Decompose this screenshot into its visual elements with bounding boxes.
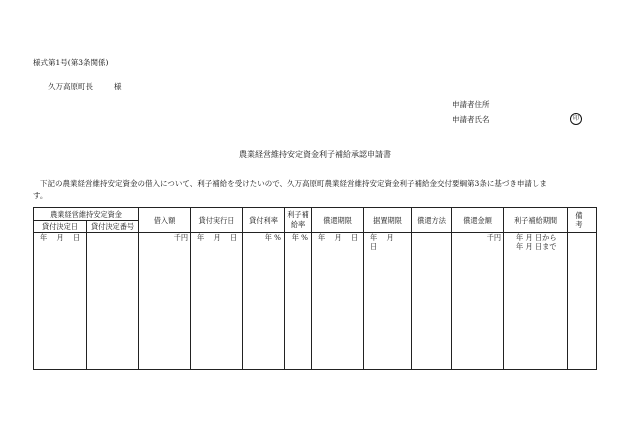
seal-icon: 印: [570, 113, 582, 125]
cell-grace-period: 年 月 日: [364, 233, 412, 370]
cell-amount: 千円: [139, 233, 191, 370]
application-table: [33, 207, 597, 370]
header-repay-method: 償還方法: [412, 208, 452, 233]
applicant-name-label: 申請者氏名: [452, 115, 490, 124]
cell-repay-amount: 千円: [452, 233, 504, 370]
body-text-tail: す。: [33, 191, 48, 200]
header-subsidy-period: 利子補給期間: [504, 208, 568, 233]
cell-execution-date: 年 月 日: [191, 233, 243, 370]
header-loan-rate: 貸付利率: [243, 208, 285, 233]
cell-remarks: [568, 233, 597, 370]
header-grace-period: 据置期限: [364, 208, 412, 233]
table-header-row: [34, 208, 597, 221]
header-loan-group: 農業経営維持安定資金: [34, 208, 139, 221]
addressee-name: 久万高原町長: [48, 82, 93, 91]
cell-decision-number: [87, 233, 139, 370]
header-remarks: 備考: [568, 208, 597, 233]
header-decision-number: 貸付決定番号: [87, 221, 139, 233]
header-decision-date: 貸付決定日: [34, 221, 87, 233]
header-execution-date: 貸付実行日: [191, 208, 243, 233]
subsidy-period-to: 年 月 日まで: [516, 242, 557, 251]
document-title: 農業経営維持安定資金利子補給承認申請書: [239, 150, 391, 159]
cell-subsidy-period: [504, 233, 568, 370]
cell-loan-rate: 年 %: [243, 233, 285, 370]
cell-repay-period: 年 月 日: [312, 233, 364, 370]
form-number: 様式第1号(第3条関係): [33, 58, 109, 67]
cell-repay-method: [412, 233, 452, 370]
addressee-honorific: 様: [114, 82, 122, 91]
subsidy-period-from: 年 月 日から: [516, 233, 557, 242]
header-repay-amount: 償還金額: [452, 208, 504, 233]
header-repay-period: 償還期限: [312, 208, 364, 233]
header-subsidy-rate: 利子補給率: [285, 208, 312, 233]
cell-decision-date: 年 月 日: [34, 233, 87, 370]
cell-subsidy-rate: 年 %: [285, 233, 312, 370]
applicant-address-label: 申請者住所: [452, 100, 490, 109]
table-row: [34, 233, 597, 370]
header-amount: 借入額: [139, 208, 191, 233]
body-text: 下記の農業経営維持安定資金の借入について、利子補給を受けたいので、久万高原町農業経営維持安定資金利子補給金交付要綱第3条に基づき申請しま: [40, 179, 547, 188]
